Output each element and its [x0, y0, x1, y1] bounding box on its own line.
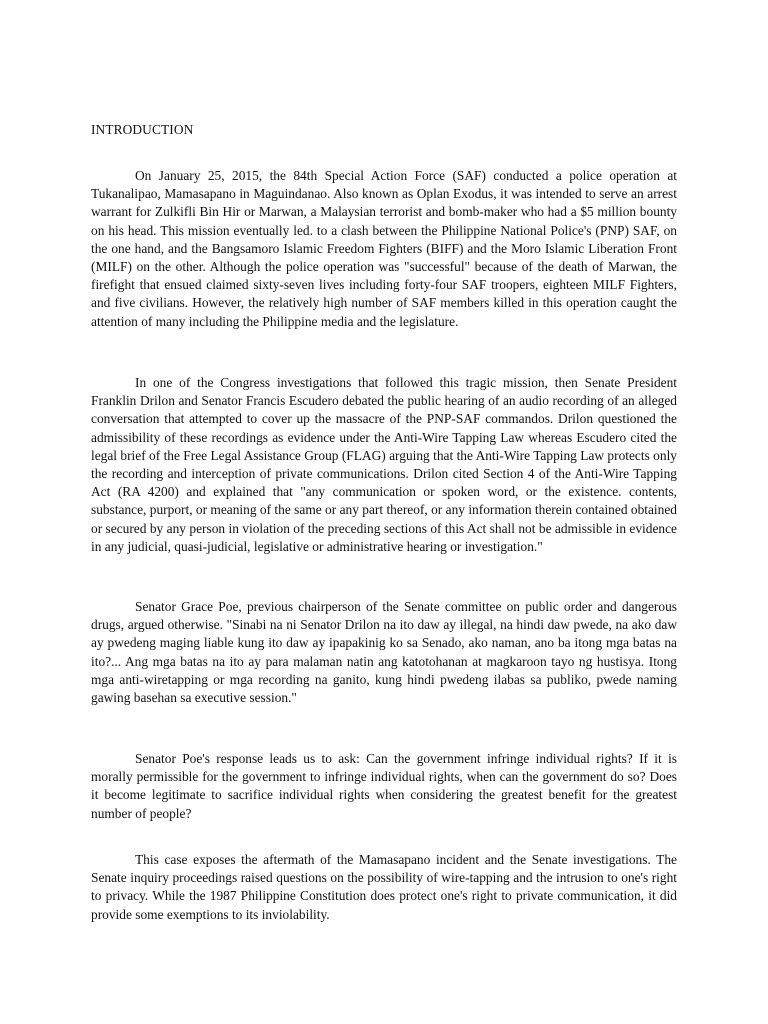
paragraph-questions: Senator Poe's response leads us to ask: Can the government infringe individual rights? If it is morally permissible for the government to infringe individual rights, when can the government do so? Does it become legitimate to sacrifice individual rights when considering the greatest benefit for the greatest number of people?: [91, 751, 677, 821]
paragraph-operation-summary: On January 25, 2015, the 84th Special Action Force (SAF) conducted a police operation at Tukanalipao, Mamasapano in Maguindanao. Also known as Oplan Exodus, it was intended to serve an arrest warrant for Zulkifli Bin Hir or Marwan, a Malaysian terrorist and bomb-maker who had a $5 million bounty on his head. This mission eventually led. to a clash between the Philippine National Police's (PNP) SAF, on the one hand, and the Bangsamoro Islamic Freedom Fighters (BIFF) and the Moro Islamic Liberation Front (MILF) on the other. Although the police operation was "successful" because of the death of Marwan, the firefight that ensued claimed sixty-seven lives including forty-four SAF troopers, eighteen MILF Fighters, and five civilians. However, the relatively high number of SAF members killed in this operation caught the attention of many including the Philippine media and the legislature.: [91, 168, 677, 329]
paragraph-case-overview: This case exposes the aftermath of the Mamasapano incident and the Senate investigations. The Senate inquiry proceedings raised questions on the possibility of wire-tapping and the intrusion to one's right to privacy. While the 1987 Philippine Constitution does protect one's right to private communication, it did provide some exemptions to its inviolability.: [91, 852, 677, 922]
paragraph-senate-debate: In one of the Congress investigations that followed this tragic mission, then Senate President Franklin Drilon and Senator Francis Escudero debated the public hearing of an audio recording of an alleged conversation that attempted to cover up the massacre of the PNP-SAF commandos. Drilon questioned the admissibility of these recordings as evidence under the Anti-Wire Tapping Law whereas Escudero cited the legal brief of the Free Legal Assistance Group (FLAG) arguing that the Anti-Wire Tapping Law protects only the recording and interception of private communications. Drilon cited Section 4 of the Anti-Wire Tapping Act (RA 4200) and explained that "any communication or spoken word, or the existence. contents, substance, purport, or meaning of the same or any part thereof, or any information therein contained obtained or secured by any person in violation of the preceding sections of this Act shall not be admissible in evidence in any judicial, quasi-judicial, legislative or administrative hearing or investigation.": [91, 375, 677, 554]
paragraph-poe-argument: Senator Grace Poe, previous chairperson of the Senate committee on public order and dangerous drugs, argued otherwise. "Sinabi na ni Senator Drilon na ito daw ay illegal, na hindi daw pwede, na ako daw ay pwedeng maging liable kung ito daw ay ipapakinig ko sa Senado, ako naman, ano ba itong mga batas na ito?... Ang mga batas na ito ay para malaman natin ang katotohanan at magkaroon tayo ng hustisya. Itong mga anti-wiretapping or mga recording na ganito, kung hindi pwedeng ilabas sa publiko, pwede naming gawing basehan sa executive session.": [91, 599, 677, 706]
section-heading: INTRODUCTION: [91, 122, 194, 137]
